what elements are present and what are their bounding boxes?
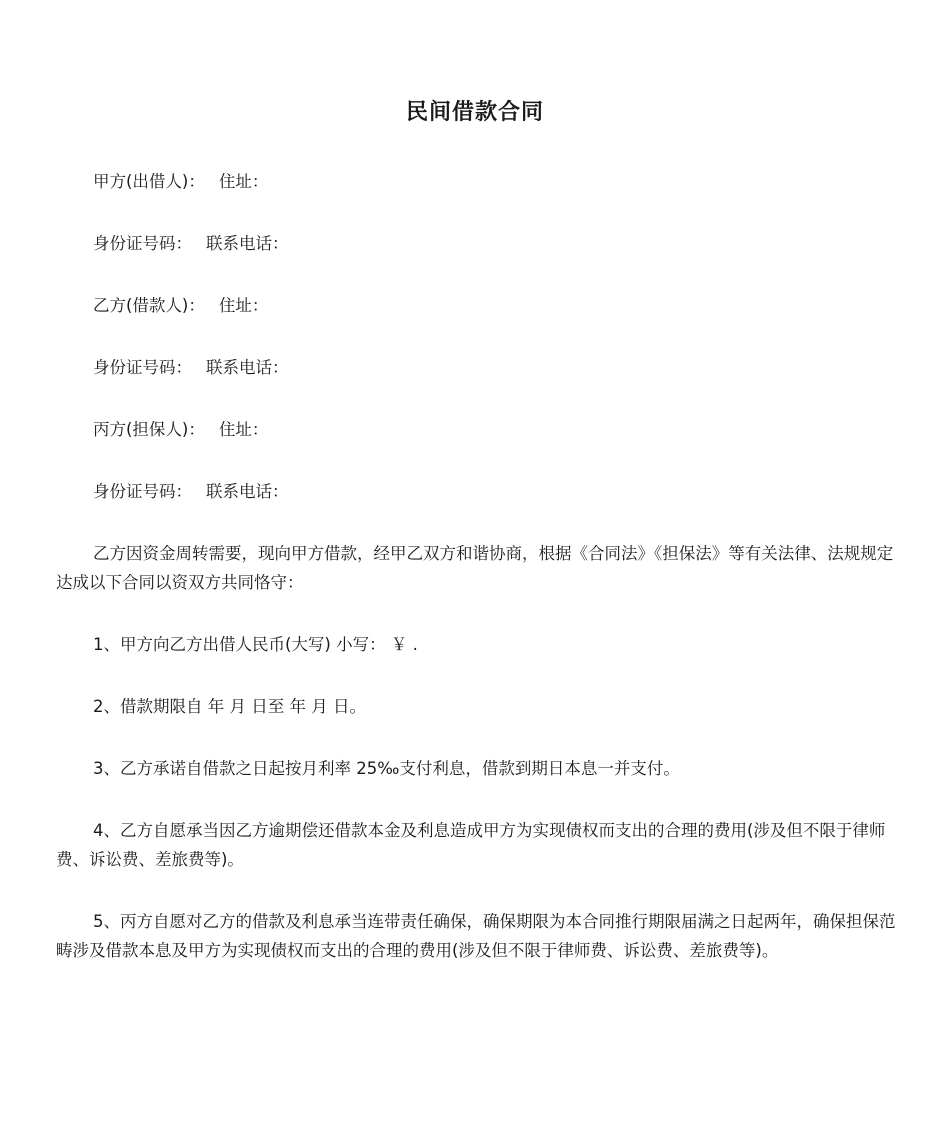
clause-3: 3、乙方承诺自借款之日起按月利率 25‰支付利息，借款到期日本息一并支付。: [93, 759, 680, 778]
party-c-id-label: 身份证号码：: [93, 482, 192, 501]
document-title: 民间借款合同: [405, 100, 544, 125]
party-b-id-label: 身份证号码：: [93, 358, 192, 377]
clause-4: 4、乙方自愿承当因乙方逾期偿还借款本金及利息造成甲方为实现债权而支出的合理的费用(涉及但不限于律师费、诉讼费、差旅费等)。: [56, 821, 886, 869]
intro-paragraph: 乙方因资金周转需要，现向甲方借款，经甲乙双方和谐协商，根据《合同法》《担保法》等有关法律、法规规定达成以下合同以资双方共同恪守：: [56, 544, 894, 592]
party-a-line: [56, 167, 896, 196]
party-c-id-line: [56, 477, 896, 506]
party-c-address-label: 住址：: [218, 420, 269, 439]
party-b-role: 乙方(借款人)：: [93, 296, 205, 315]
party-c-phone-label: 联系电话：: [206, 482, 289, 501]
party-a-id-line: [56, 229, 896, 258]
party-b-address-label: 住址：: [218, 296, 269, 315]
party-b-line: [56, 291, 896, 320]
party-a-role: 甲方(出借人)：: [93, 172, 205, 191]
clause-5: 5、丙方自愿对乙方的借款及利息承当连带责任确保，确保期限为本合同推行期限届满之日起两年，确保担保范畴涉及借款本息及甲方为实现债权而支出的合理的费用(涉及但不限于律师费、诉讼费、差旅费等)。: [56, 912, 896, 960]
clause-1: 1、甲方向乙方出借人民币(大写) 小写： ￥ .: [93, 635, 418, 654]
party-a-id-label: 身份证号码：: [93, 234, 192, 253]
party-a-address-label: 住址：: [218, 172, 269, 191]
party-c-role: 丙方(担保人)：: [93, 420, 205, 439]
party-b-id-line: [56, 353, 896, 382]
party-a-phone-label: 联系电话：: [206, 234, 289, 253]
party-b-phone-label: 联系电话：: [206, 358, 289, 377]
party-c-line: [56, 415, 896, 444]
clause-2: 2、借款期限自 年 月 日至 年 月 日。: [93, 697, 366, 716]
